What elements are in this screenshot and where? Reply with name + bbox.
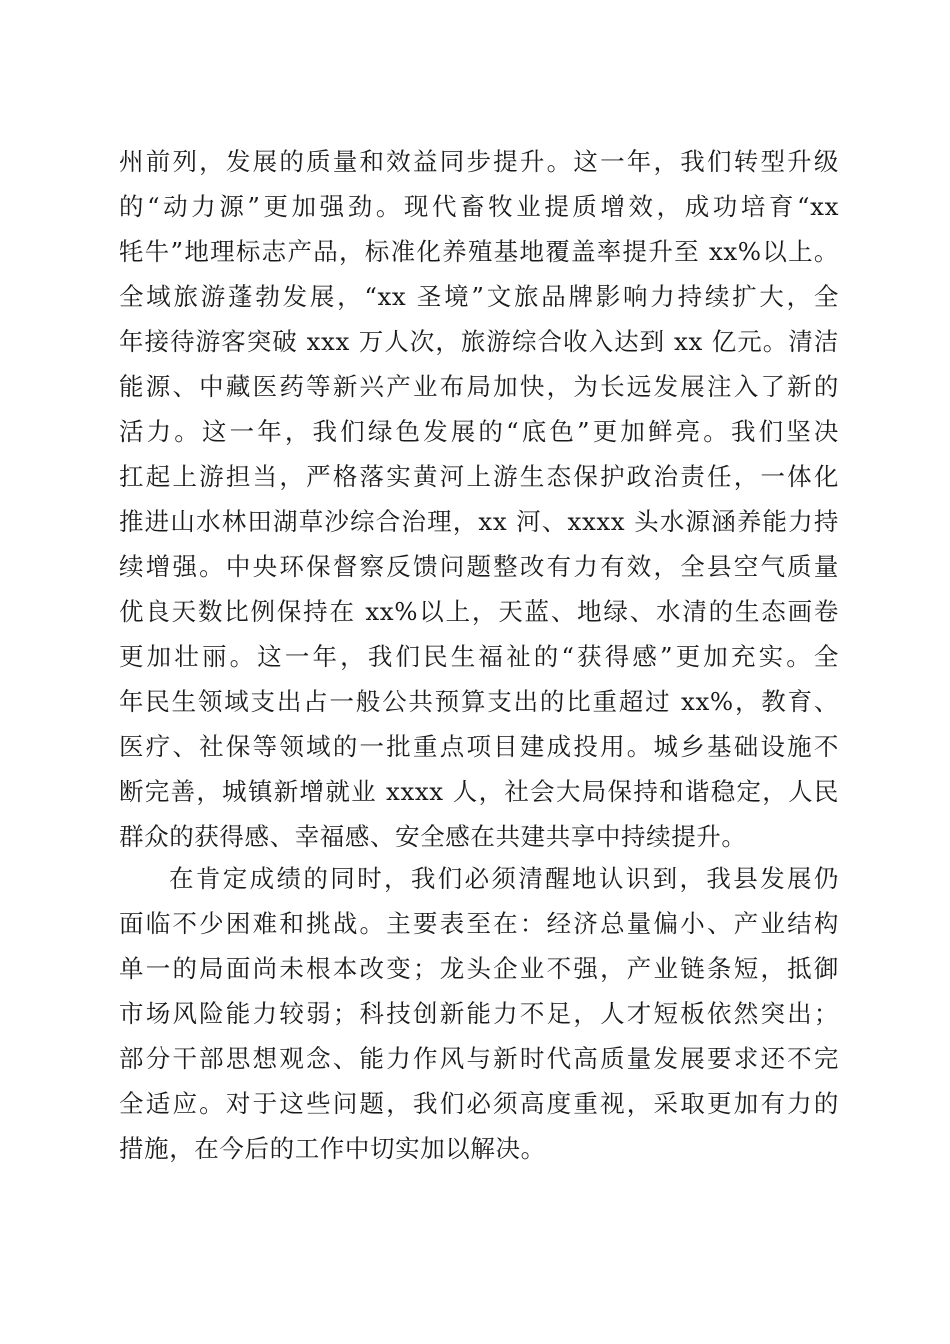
text-line: 活力。这一年，我们绿色发展的“底色”更加鲜亮。我们坚决 (119, 417, 839, 446)
paragraph-challenges (119, 856, 839, 1171)
text-line: 部分干部思想观念、能力作风与新时代高质量发展要求还不完 (119, 1044, 839, 1073)
paragraph-achievements (119, 139, 839, 859)
text-line: 扛起上游担当，严格落实黄河上游生态保护政治责任，一体化 (119, 462, 839, 491)
text-line: 州前列，发展的质量和效益同步提升。这一年，我们转型升级 (119, 147, 839, 176)
text-line: 群众的获得感、幸福感、安全感在共建共享中持续提升。 (119, 822, 747, 851)
text-line: 单一的局面尚未根本改变；龙头企业不强，产业链条短，抵御 (119, 954, 839, 983)
text-line: 医疗、社保等领域的一批重点项目建成投用。城乡基础设施不 (119, 732, 839, 761)
text-line: 推进山水林田湖草沙综合治理，xx 河、xxxx 头水源涵养能力持 (119, 507, 839, 536)
text-line: 的“动力源”更加强劲。现代畜牧业提质增效，成功培育“xx (119, 192, 839, 221)
text-line: 断完善，城镇新增就业 xxxx 人，社会大局保持和谐稳定，人民 (119, 777, 839, 806)
text-line: 措施，在今后的工作中切实加以解决。 (119, 1134, 546, 1163)
text-line: 市场风险能力较弱；科技创新能力不足，人才短板依然突出； (119, 999, 839, 1028)
text-line: 牦牛”地理标志产品，标准化养殖基地覆盖率提升至 xx%以上。 (119, 237, 839, 266)
text-line: 年民生领域支出占一般公共预算支出的比重超过 xx%，教育、 (119, 687, 839, 716)
text-line: 更加壮丽。这一年，我们民生福祉的“获得感”更加充实。全 (119, 642, 839, 671)
text-line: 在肯定成绩的同时，我们必须清醒地认识到，我县发展仍 (169, 864, 839, 893)
text-line: 面临不少困难和挑战。主要表至在：经济总量偏小、产业结构 (119, 909, 839, 938)
text-line: 续增强。中央环保督察反馈问题整改有力有效，全县空气质量 (119, 552, 839, 581)
text-line: 年接待游客突破 xxx 万人次，旅游综合收入达到 xx 亿元。清洁 (119, 327, 839, 356)
text-line: 全适应。对于这些问题，我们必须高度重视，采取更加有力的 (119, 1089, 839, 1118)
text-line: 全域旅游蓬勃发展，“xx 圣境”文旅品牌影响力持续扩大，全 (119, 282, 839, 311)
text-line: 优良天数比例保持在 xx%以上，天蓝、地绿、水清的生态画卷 (119, 597, 839, 626)
text-line: 能源、中藏医药等新兴产业布局加快，为长远发展注入了新的 (119, 372, 839, 401)
